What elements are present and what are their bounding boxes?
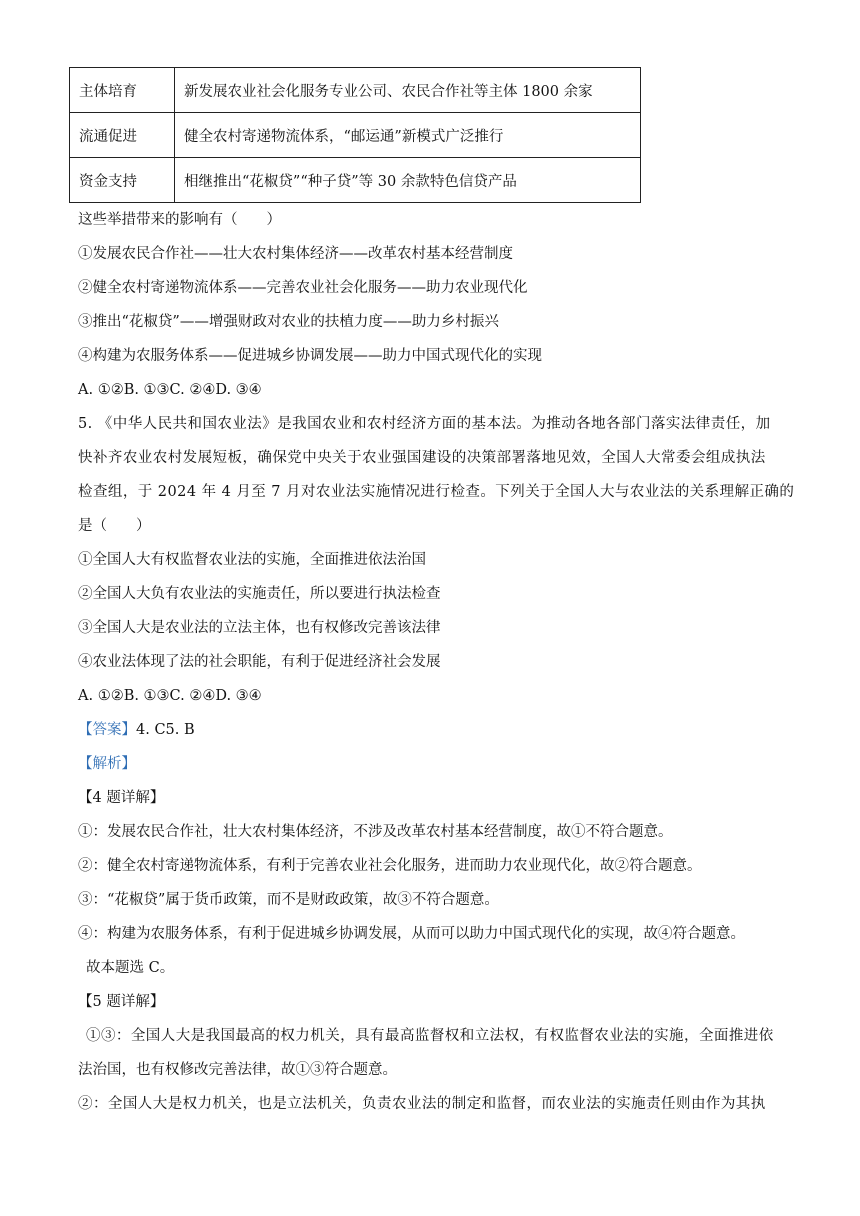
table-cell-value: 相继推出“花椒贷”“种子贷”等 30 余款特色信贷产品 — [175, 158, 641, 203]
detail4-line-1: ①：发展农民合作社，壮大农村集体经济，不涉及改革农村基本经营制度，故①不符合题意。 — [78, 824, 673, 840]
q4-stem: 这些举措带来的影响有（ ） — [78, 212, 281, 228]
detail5-line-1: ①③：全国人大是我国最高的权力机关，具有最高监督权和立法权，有权监督农业法的实施，全面推进依 — [86, 1028, 774, 1044]
analysis-label: 【解析】 — [78, 756, 136, 772]
q5-option-3: ③全国人大是农业法的立法主体，也有权修改完善该法律 — [78, 620, 441, 636]
detail4-conclusion: 故本题选 C。 — [86, 960, 175, 976]
q5-option-2: ②全国人大负有农业法的实施责任，所以要进行执法检查 — [78, 586, 441, 602]
table-row — [70, 68, 641, 113]
detail4-line-2: ②：健全农村寄递物流体系，有利于完善农业社会化服务，进而助力农业现代化，故②符合题意。 — [78, 858, 702, 874]
measures-table — [69, 67, 641, 203]
q4-choices: A. ①②B. ①③C. ②④D. ③④ — [78, 382, 262, 398]
q5-stem-line-2: 快补齐农业农村发展短板，确保党中央关于农业强国建设的决策部署落地见效，全国人大常委会组成执法 — [78, 450, 766, 466]
q4-option-1: ①发展农民合作社——壮大农村集体经济——改革农村基本经营制度 — [78, 246, 513, 262]
q4-option-2: ②健全农村寄递物流体系——完善农业社会化服务——助力农业现代化 — [78, 280, 528, 296]
table-cell-key: 资金支持 — [70, 158, 175, 203]
answer-label: 【答案】 — [78, 722, 136, 738]
q5-stem-line-1: 5. 《中华人民共和国农业法》是我国农业和农村经济方面的基本法。为推动各地各部门落实法律责任，加 — [78, 416, 771, 432]
table-cell-key: 流通促进 — [70, 113, 175, 158]
q4-option-3: ③推出“花椒贷”——增强财政对农业的扶植力度——助力乡村振兴 — [78, 314, 499, 330]
table-row — [70, 158, 641, 203]
q5-stem-line-3: 检查组，于 2024 年 4 月至 7 月对农业法实施情况进行检查。下列关于全国人大与农业法的关系理解正确的 — [78, 484, 795, 500]
detail4-line-4: ④：构建为农服务体系，有利于促进城乡协调发展，从而可以助力中国式现代化的实现，故④符合题意。 — [78, 926, 745, 942]
q5-option-1: ①全国人大有权监督农业法的实施，全面推进依法治国 — [78, 552, 426, 568]
detail4-title: 【4 题详解】 — [78, 790, 165, 806]
q5-stem-line-4: 是（ ） — [78, 518, 151, 534]
table-cell-value: 健全农村寄递物流体系，“邮运通”新模式广泛推行 — [175, 113, 641, 158]
q5-choices: A. ①②B. ①③C. ②④D. ③④ — [78, 688, 262, 704]
table-row — [70, 113, 641, 158]
detail5-line-2: 法治国，也有权修改完善法律，故①③符合题意。 — [78, 1062, 397, 1078]
detail5-line-3: ②：全国人大是权力机关，也是立法机关，负责农业法的制定和监督，而农业法的实施责任则由作为其执 — [78, 1096, 766, 1112]
answer-value: 4. C5. B — [136, 722, 195, 738]
table-cell-value: 新发展农业社会化服务专业公司、农民合作社等主体 1800 余家 — [175, 68, 641, 113]
q4-option-4: ④构建为农服务体系——促进城乡协调发展——助力中国式现代化的实现 — [78, 348, 542, 364]
q5-option-4: ④农业法体现了法的社会职能，有利于促进经济社会发展 — [78, 654, 441, 670]
answer-line — [78, 720, 195, 740]
detail4-line-3: ③：“花椒贷”属于货币政策，而不是财政政策，故③不符合题意。 — [78, 892, 499, 908]
table-cell-key: 主体培育 — [70, 68, 175, 113]
detail5-title: 【5 题详解】 — [78, 994, 165, 1010]
